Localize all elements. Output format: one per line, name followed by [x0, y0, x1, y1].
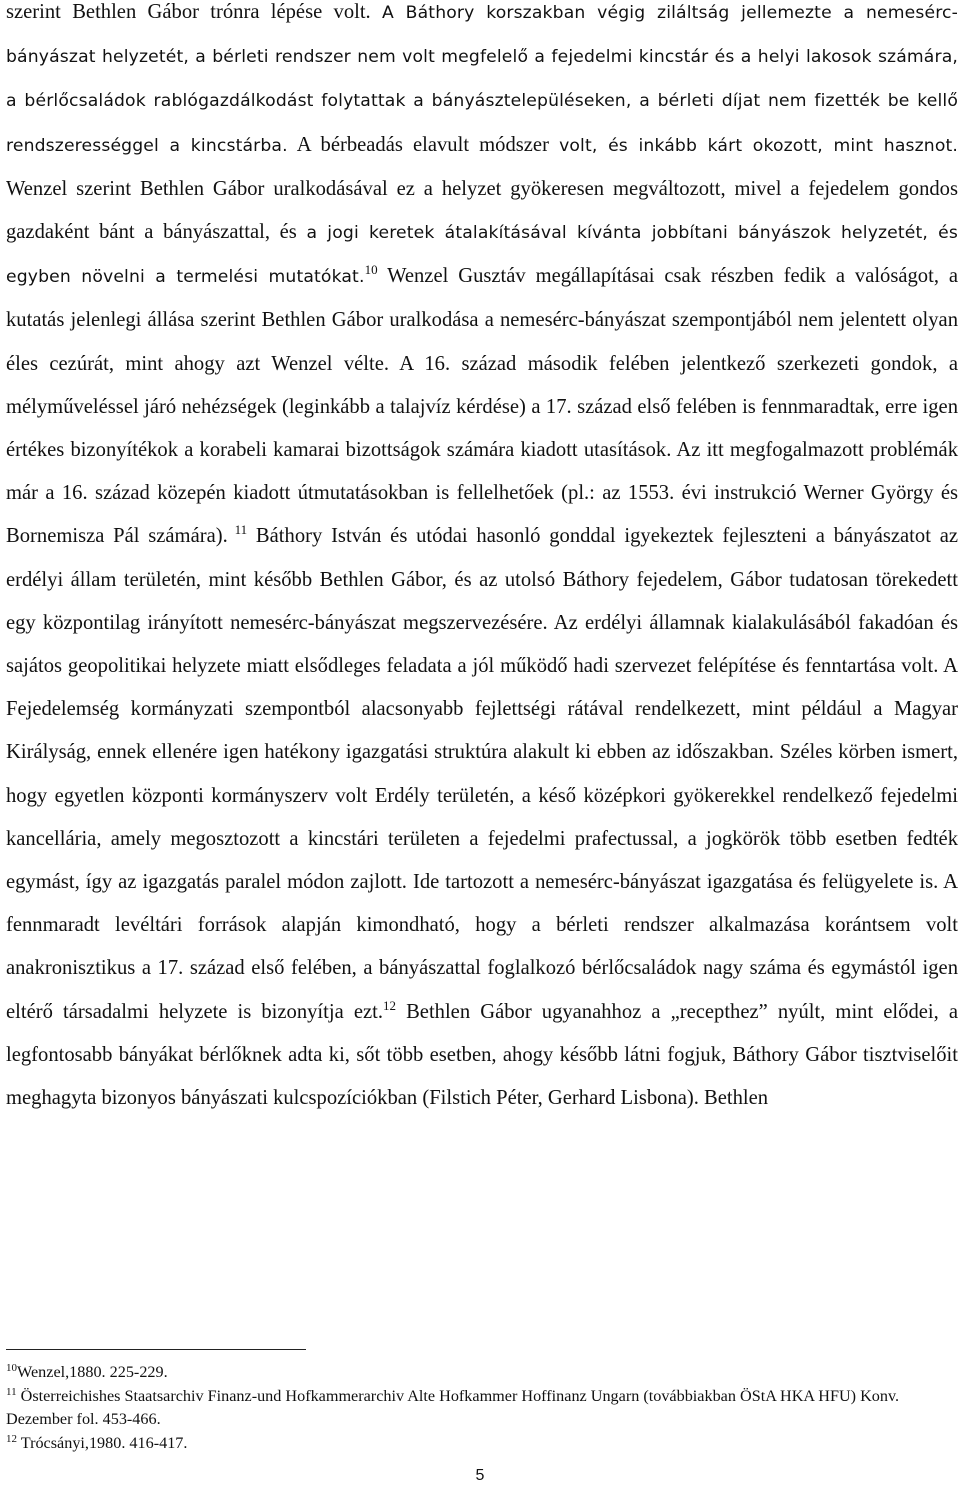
text-run: a jogi keretek átalakításával kívánta jobbítani bányászok helyzetét, és egyben növelni a termelési mutatókat. — [6, 223, 958, 288]
footnote-12 — [6, 1432, 958, 1456]
footnote-11 — [6, 1385, 958, 1432]
footnote-number: 11 — [6, 1385, 17, 1398]
footnote-reference: 11 — [227, 522, 248, 538]
footnote-separator — [6, 1349, 306, 1350]
footnote-number: 10 — [6, 1362, 17, 1374]
footnote-text: Wenzel,1880. 225-229. — [17, 1363, 168, 1381]
text-run: A Báthory korszakban végig ziláltság jellemezte a nemesérc-bányászat helyzetét, a bérleti rendszer nem volt megfelelő a fejedelmi kincstár és a helyi lakosok számára, a bérlőcsaládok rablógazdálkodást folytattak a bányásztelepüléseken, a bérleti díjat nem fizették be kellő rendszerességgel a kincstárba. — [6, 3, 959, 156]
page-number: 5 — [475, 1467, 485, 1484]
text-run: Báthory István és utódai hasonló gonddal igyekeztek fejleszteni a bányászatot az erdélyi állam területén, mint később Bethlen Gábor, és az utolsó Báthory fejedelem, Gábor tudatosan törekedett egy központilag irányított nemesérc-bányászat megszervezésére. Az erdélyi államnak kialakulásából fakadóan és sajátos geopolitikai helyzete miatt elsődleges feladata a jól működő hadi szervezet felépítése és fenntartása volt. A Fejedelemség kormányzati szempontból alacsonyabb fejlettségi rátával rendelkezett, mint például a Magyar Királyság, ennek ellenére igen hatékony igazgatási struktúra alakult ki ebben az időszakban. Széles körben ismert, hogy egyetlen központi kormányszerv volt Erdély területén, a késő középkori gyökerekkel rendelkező fejedelmi kancellária, amely megosztozott a kincstári területen a fejedelmi prafectussal, a jogkörök több esetben fedték egymást, így az igazgatás paralel módon zajlott. Ide tartozott a nemesérc-bányászat igazgatása és felügyelete is. A fennmaradt levéltári források alapján kimondható, hogy a bérleti rendszer alkalmazása korántsem volt anakronisztikus a 17. század első felében, a bányászattal foglalkozó bérlőcsaládok nagy száma és egymástól igen eltérő társadalmi helyzete is bizonyítja ezt. — [6, 525, 958, 1023]
text-run: A bérbeadás elavult módszer — [287, 133, 560, 156]
footnote-10 — [6, 1361, 958, 1385]
footnote-text: Österreichishes Staatsarchiv Finanz-und Hofkammerarchiv Alte Hofkammer Hoffinanz Ungarn (továbbiakban ÖStA HKA HFU) Konv. Dezember fol. 453-466. — [6, 1386, 900, 1428]
text-run: volt, és inkább kárt okozott, mint hasznot. — [559, 135, 958, 156]
text-run: Wenzel Gusztáv megállapításai csak részben fedik a valóságot, a kutatás jelenlegi állása szerint Bethlen Gábor uralkodása a nemesérc-bányászat szempontjából nem jelentett olyan éles cezúrát, mint ahogy azt Wenzel vélte. A 16. század második felében jelentkező szerkezeti gondok, a mélyműveléssel járó nehézségek (leginkább a talajvíz kérdése) a 17. század első felében is fennmaradtak, erre igen értékes bizonyítékok a korabeli kamarai bizottságok számára kiadott utasítások. Az itt megfogalmazott problémák már a 16. század közepén kiadott útmutatásokban is fellelhetőek (pl.: az 1553. évi instrukció Werner György és Bornemisza Pál számára). — [6, 265, 958, 548]
text-run: Wenzel szerint Bethlen Gábor uralkodásával ez a helyzet gyökeresen megváltozott, mivel a fejedelem gondos gazdaként bánt a bányászattal, és — [6, 177, 958, 244]
text-run: szerint Bethlen Gábor trónra lépése volt. — [6, 1, 383, 23]
footnote-reference: 10 — [364, 262, 378, 278]
body-paragraph — [6, 0, 958, 1120]
footnote-text: Trócsányi,1980. 416-417. — [17, 1433, 188, 1452]
footnote-reference: 12 — [382, 997, 396, 1013]
footnote-number: 12 — [6, 1432, 17, 1445]
text-run: Bethlen Gábor ugyanahhoz a „recepthez” nyúlt, mint elődei, a legfontosabb bányákat bérlőknek adta ki, sőt több esetben, ahogy később látni fogjuk, Báthory Gábor tisztviselőit meghagyta bizonyos bányászati kulcspozíciókban (Filstich Péter, Gerhard Lisbona). Bethlen — [6, 1000, 958, 1110]
footnotes — [6, 1361, 958, 1455]
